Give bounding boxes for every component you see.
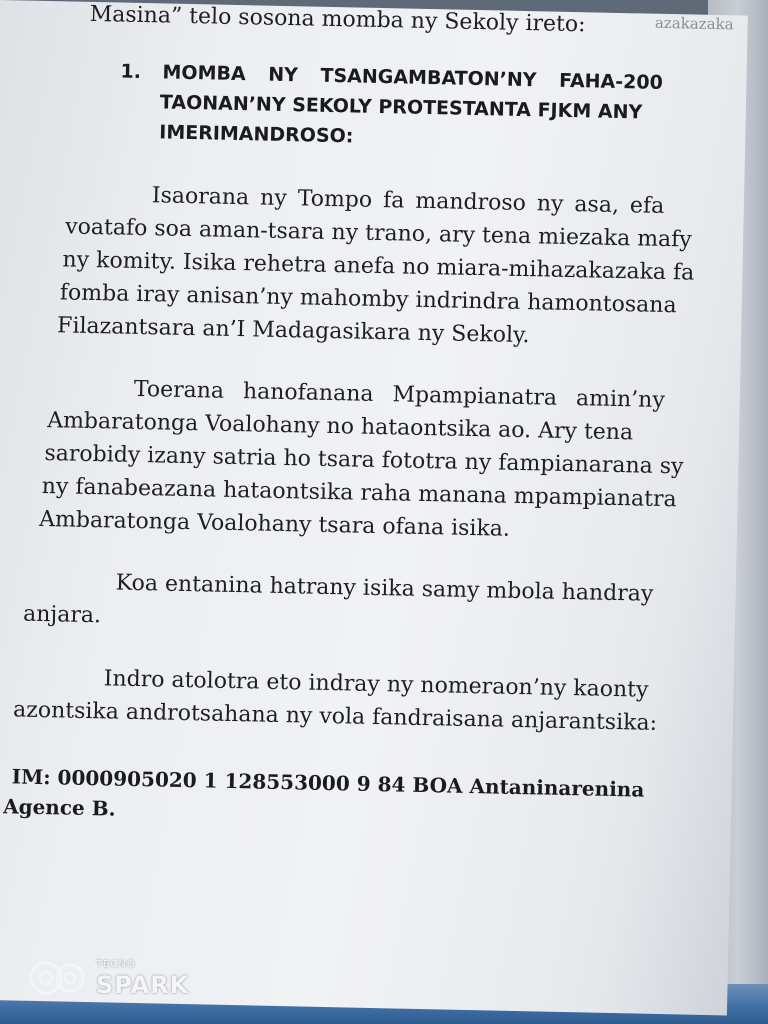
paragraph-line: sarobidy izany satria ho tsara fototra ny fampianarana sy [44, 441, 684, 480]
paragraph-line: Indro atolotra eto indray ny nomeraon’ny kaonty [103, 666, 649, 703]
paragraph-line: fomba iray anisan’ny mahomby indrindra hamontosana [59, 280, 677, 319]
intro-line: Masina” telo sosona momba ny Sekoly ireto: [89, 1, 586, 38]
paragraph-line: Koa entanina hatrany isika samy mbola handray [115, 570, 654, 607]
account-agency-line: Agence B. [2, 794, 116, 821]
account-number-line: IM: 0000905020 1 128553000 9 84 BOA Antaninarenina [11, 764, 645, 802]
paragraph-line: anjara. [22, 601, 102, 629]
section-title-line: MOMBA NY TSANGAMBATON’NY FAHA-200 [162, 61, 664, 94]
paragraph-line: Filazantsara an’I Madagasikara ny Sekoly. [56, 313, 530, 349]
paragraph-line: Toerana hanofanana Mpampianatra amin’ny [133, 376, 666, 414]
paragraph-line: voatafo soa aman-tsara ny trano, ary tena miezaka mafy [65, 214, 693, 253]
watermark-model: SPARK [96, 970, 190, 999]
section-title-line: TAONAN’NY SEKOLY PROTESTANTA FJKM ANY [159, 91, 643, 124]
camera-watermark [26, 958, 189, 998]
paragraph-line: ny komity. Isika rehetra anefa no miara-mihazakazaka fa [62, 247, 695, 286]
paragraph-line: ny fanabeazana hataontsika raha manana mpampianatra [41, 473, 677, 513]
bleed-through-text: azakazaka [654, 13, 734, 34]
paragraph-line: Isaorana ny Tompo fa mandroso ny asa, efa [151, 183, 665, 219]
section-number: 1. [120, 60, 142, 83]
paragraph-line: azontsika androtsahana ny vola fandraisana anjarantsika: [12, 697, 658, 736]
section-title-line: IMERIMANDROSO: [159, 121, 354, 148]
paragraph-line: Ambaratonga Voalohany no hataontsika ao. Ary tena [46, 408, 634, 446]
watermark-brand: TECNO [96, 958, 136, 970]
paragraph-line: Ambaratonga Voalohany tsara ofana isika. [38, 506, 511, 542]
camera-rings-icon [26, 958, 88, 998]
